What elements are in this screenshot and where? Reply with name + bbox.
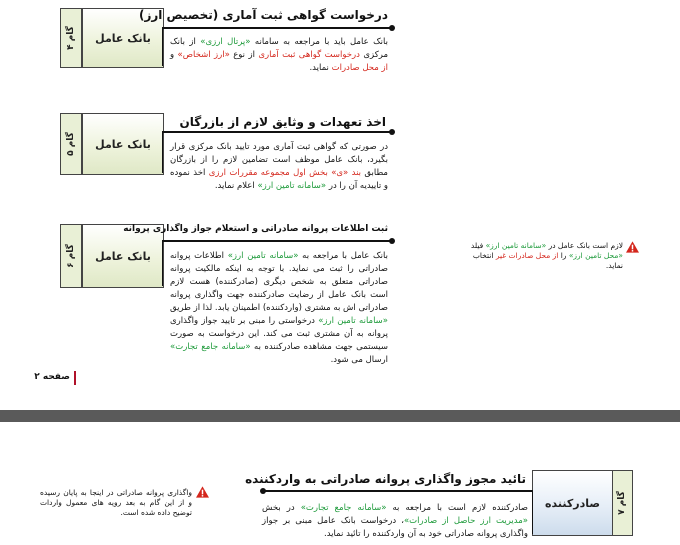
connector-line xyxy=(162,241,163,286)
step-tab-label: گام ۴ xyxy=(66,26,76,50)
actor-label: بانک عامل xyxy=(95,137,151,151)
title-rule xyxy=(162,27,392,29)
step-title: ثبت اطلاعات پروانه صادراتی و استعلام جواز واگذاری پروانه xyxy=(123,224,388,234)
step-description: در صورتی که گواهی ثبت آماری مورد تایید بانک مرکزی قرار بگیرد، بانک عامل موظف است تضامین لازم را از بازرگان مطابق بند «ی» بخش اول مجموعه مقررات ارزی اخذ نموده و تاییدیه آن را در «سامانه تامین ارز» اعلام نماید. xyxy=(170,142,388,191)
actor-label: بانک عامل xyxy=(95,31,151,45)
step-description: بانک عامل با مراجعه به «سامانه تامین ارز» اطلاعات پروانه صادراتی را ثبت می نماید. با توجه به اینکه مالکیت پروانه صادراتی متعلق به شخص دیگری (صادرکننده) هست لازم است بانک عامل از رضایت صادرکننده جهت واگذاری پروانه صادراتی اش به مشتری (واردکننده) اطمینان یابد. لذا از طریق «سامانه تامین ارز» درخواستی را مبنی بر تایید جواز واگذاری پروانه به آن مشتری ثبت می کند. این درخواست به صورت سیستمی جهت مشاهده صادرکننده به «سامانه جامع تجارت» ارسال می شود. xyxy=(170,251,388,365)
page-number-bar xyxy=(74,371,76,385)
warning-icon xyxy=(626,241,639,253)
title-rule-dot xyxy=(389,25,395,31)
step-title: تائید مجوز واگذاری پروانه صادراتی به واردکننده xyxy=(245,472,526,486)
connector-line xyxy=(162,28,163,66)
step-description: صادرکننده لازم است با مراجعه به «سامانه جامع تجارت» در بخش «مدیریت ارز حاصل از صادرات»، درخواست بانک عامل مبنی بر جواز واگذاری پروانه صادراتی خود به آن واردکننده را تائید نماید. xyxy=(262,503,528,539)
title-rule xyxy=(162,131,392,133)
connector-line xyxy=(532,490,533,534)
step-tab xyxy=(611,470,633,536)
page-number: صفحه ۲ xyxy=(34,372,70,382)
step-title: اخذ تعهدات و وثایق لازم از بازرگان xyxy=(179,115,386,129)
step-title: درخواست گواهی ثبت آماری (تخصیص ارز) xyxy=(138,8,388,22)
step-description: بانک عامل باید با مراجعه به سامانه «پرتال ارزی» از بانک مرکزی درخواست گواهی ثبت آماری از نوع «ارز اشخاص» و از محل صادرات نماید. xyxy=(170,37,389,73)
actor-box xyxy=(82,113,164,175)
actor-label: بانک عامل xyxy=(95,249,151,263)
warning-note: واگذاری پروانه صادراتی در اینجا به پایان رسیده و از این گام به بعد رویه های معمول واردات توضیح داده شده است. xyxy=(40,488,192,517)
warning-note: لازم است بانک عامل در «سامانه تامین ارز» فیلد «محل تامین ارز» را از محل صادرات غیر انتخاب نماید. xyxy=(470,241,623,270)
title-rule-dot xyxy=(389,238,395,244)
step-tab xyxy=(60,113,82,175)
title-rule xyxy=(162,240,392,242)
step-tab-label: گام ۷ xyxy=(617,491,627,515)
page-separator xyxy=(0,410,680,422)
step-tab-label: گام ۶ xyxy=(66,244,76,268)
page-3 xyxy=(0,422,680,545)
actor-label: صادرکننده xyxy=(545,496,600,510)
warning-icon xyxy=(196,486,209,498)
title-rule xyxy=(262,490,532,492)
step-tab-label: گام ۵ xyxy=(66,132,76,156)
connector-line xyxy=(162,132,163,173)
title-rule-dot xyxy=(389,129,395,135)
step-tab xyxy=(60,8,82,68)
step-tab xyxy=(60,224,82,288)
title-rule-dot xyxy=(260,488,266,494)
actor-box xyxy=(532,470,613,536)
